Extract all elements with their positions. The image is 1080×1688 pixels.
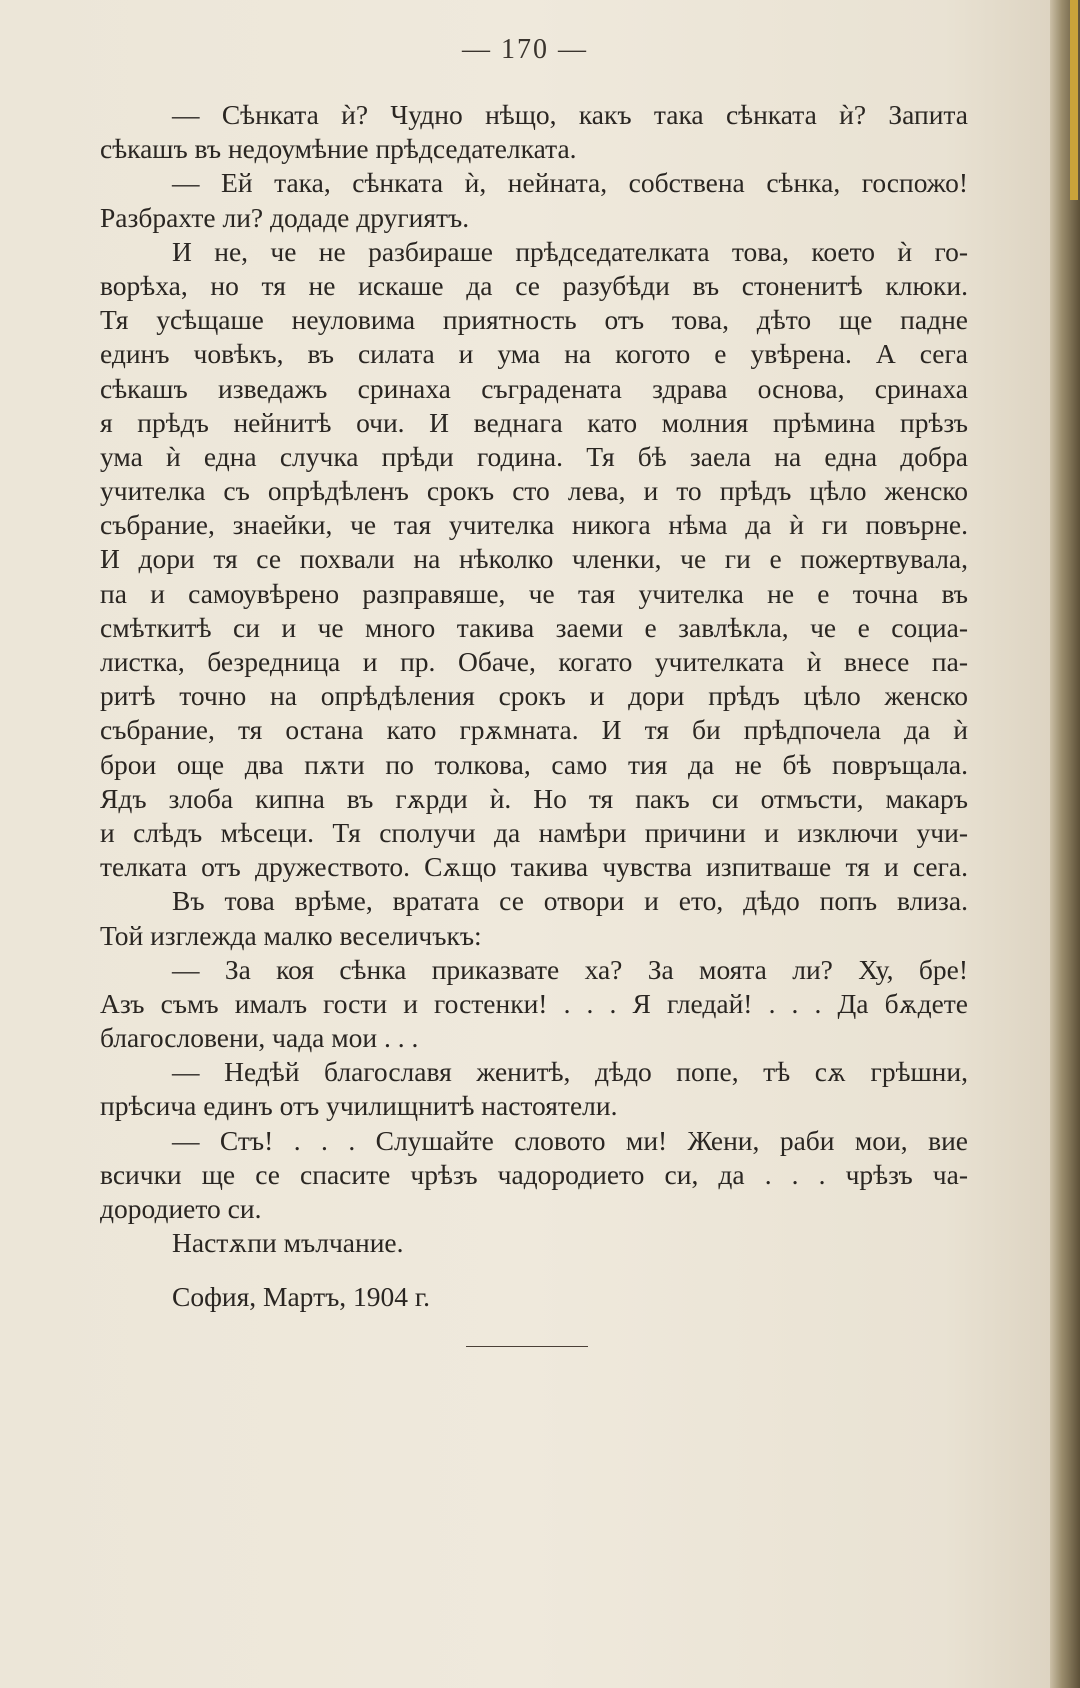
text-line: — Недѣй благославя женитѣ, дѣдо попе, тѣ сѫ грѣшни, bbox=[172, 1056, 968, 1088]
text-line: Ядъ злоба кипна въ гѫрди ѝ. Но тя пакъ си отмъсти, макаръ bbox=[100, 782, 968, 814]
text-line: ворѣха, но тя не искаше да се разубѣди въ стоненитѣ клюки. bbox=[100, 269, 968, 301]
signature-line: София, Мартъ, 1904 г. bbox=[172, 1281, 430, 1313]
text-line: я прѣдъ нейнитѣ очи. И веднага като молния прѣмина прѣзъ bbox=[100, 406, 968, 438]
page-number: — 170 — bbox=[462, 34, 588, 65]
text-line: сѣкашъ изведажъ сринаха съградената здрава основа, сринаха bbox=[100, 372, 968, 404]
text-line: всички ще се спасите чрѣзъ чадородието си, да . . . чрѣзъ ча- bbox=[100, 1158, 968, 1190]
text-line: телката отъ дружеството. Сѫщо такива чувства изпитваше тя и сега. bbox=[100, 851, 968, 883]
text-line: Настѫпи мълчание. bbox=[172, 1227, 404, 1259]
text-line: па и самоувѣрено разправяше, че тая учителка не е точна въ bbox=[100, 577, 968, 609]
text-line: — Ей така, сѣнката ѝ, нейната, собствена сѣнка, госпожо! bbox=[172, 167, 968, 199]
page-edge-tab bbox=[1070, 0, 1078, 200]
text-line: сѣкашъ въ недоумѣние прѣдседателката. bbox=[100, 133, 577, 165]
text-line: събрание, тя остана като грѫмната. И тя би прѣдпочела да ѝ bbox=[100, 714, 968, 746]
text-line: дородието си. bbox=[100, 1193, 262, 1224]
text-line: прѣсича единъ отъ училищнитѣ настоятели. bbox=[100, 1090, 618, 1122]
text-line: И не, че не разбираше прѣдседателката това, което ѝ го- bbox=[172, 235, 968, 267]
text-line: брои още два пѫти по толкова, само тия да не бѣ повръщала. bbox=[100, 748, 968, 780]
text-line: — Сѣнката ѝ? Чудно нѣщо, какъ така сѣнката ѝ? Запита bbox=[172, 99, 968, 130]
body-text bbox=[100, 98, 968, 1315]
text-line: ума ѝ една случка прѣди година. Тя бѣ заела на една добра bbox=[100, 440, 968, 472]
text-line: — Стъ! . . . Слушайте словото ми! Жени, раби мои, вие bbox=[172, 1124, 968, 1156]
end-rule-divider bbox=[466, 1346, 588, 1347]
text-line: Той изглежда малко веселичъкъ: bbox=[100, 919, 482, 951]
text-line: Тя усѣщаше неуловима приятность отъ това, дѣто ще падне bbox=[100, 304, 968, 336]
text-line: И дори тя се похвали на нѣколко членки, че ги е пожертвувала, bbox=[100, 543, 968, 575]
text-line: благословени, чада мои . . . bbox=[100, 1022, 419, 1054]
text-line: Азъ съмъ ималъ гости и гостенки! . . . Я гледай! . . . Да бѫдете bbox=[100, 987, 968, 1019]
text-line: единъ човѣкъ, въ силата и ума на когото е увѣрена. А сега bbox=[100, 338, 968, 370]
text-line: Разбрахте ли? додаде другиятъ. bbox=[100, 201, 470, 233]
text-line: събрание, знаейки, че тая учителка никога нѣма да ѝ ги повърне. bbox=[100, 509, 968, 541]
text-line: листка, безредница и пр. Обаче, когато учителката ѝ внесе па- bbox=[100, 646, 968, 677]
text-line: и слѣдъ мѣсеци. Тя сполучи да намѣри причини и изключи учи- bbox=[100, 816, 968, 848]
book-edge bbox=[1050, 0, 1080, 1688]
text-line: смѣткитѣ си и че много такива заеми е завлѣкла, че е социа- bbox=[100, 611, 968, 643]
text-line: — За коя сѣнка приказвате ха? За моята ли? Ху, бре! bbox=[172, 953, 968, 985]
text-line: ритѣ точно на опрѣдѣления срокъ и дори прѣдъ цѣло женско bbox=[100, 680, 968, 712]
text-line: учителка съ опрѣдѣленъ срокъ сто лева, и то прѣдъ цѣло женско bbox=[100, 475, 968, 507]
text-line: Въ това врѣме, вратата се отвори и ето, дѣдо попъ влиза. bbox=[172, 885, 968, 917]
